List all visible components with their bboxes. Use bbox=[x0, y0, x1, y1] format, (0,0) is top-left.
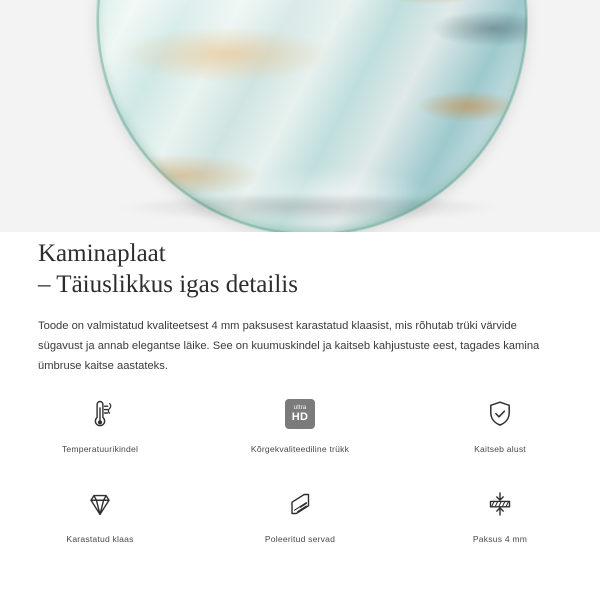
hero-image bbox=[0, 0, 600, 232]
title-line-2: – Täiuslikkus igas detailis bbox=[38, 271, 298, 298]
polished-edges-icon bbox=[280, 482, 320, 526]
description-paragraph: Toode on valmistatud kvaliteetsest 4 mm paksusest karastatud klaasist, mis rõhutab trüki värvide sügavust ja annab elegantse läike. See on kuumuskindel ja kaitseb kahjustuste eest, tagades kamina ümbruse kaitse aastateks. bbox=[38, 320, 540, 372]
feature-label: Paksus 4 mm bbox=[472, 534, 528, 544]
diamond-icon bbox=[80, 482, 120, 526]
ultra-hd-badge-icon bbox=[285, 392, 315, 436]
shield-check-icon bbox=[480, 392, 520, 436]
feature-high-quality-print bbox=[200, 392, 400, 464]
feature-temperature-resistant bbox=[0, 392, 200, 464]
thickness-arrows-icon bbox=[480, 482, 520, 526]
feature-thickness-4mm bbox=[400, 482, 600, 554]
feature-label: Kõrgekvaliteediline trükk bbox=[250, 444, 350, 454]
feature-label: Karastatud klaas bbox=[66, 534, 134, 544]
title-line-1: Kaminaplaat bbox=[38, 240, 166, 267]
feature-label: Kaitseb alust bbox=[474, 444, 526, 454]
feature-label: Temperatuurikindel bbox=[61, 444, 139, 454]
badge-bottom-text: HD bbox=[291, 411, 309, 423]
content-block bbox=[0, 232, 600, 376]
badge-top-text: ultra bbox=[293, 405, 307, 411]
feature-protects-surface bbox=[400, 392, 600, 464]
feature-grid bbox=[0, 392, 600, 554]
page-title bbox=[0, 232, 600, 300]
feature-polished-edges bbox=[200, 482, 400, 554]
plate-drop-shadow bbox=[120, 196, 500, 222]
thermometer-icon bbox=[80, 392, 120, 436]
feature-tempered-glass bbox=[0, 482, 200, 554]
feature-label: Poleeritud servad bbox=[264, 534, 336, 544]
